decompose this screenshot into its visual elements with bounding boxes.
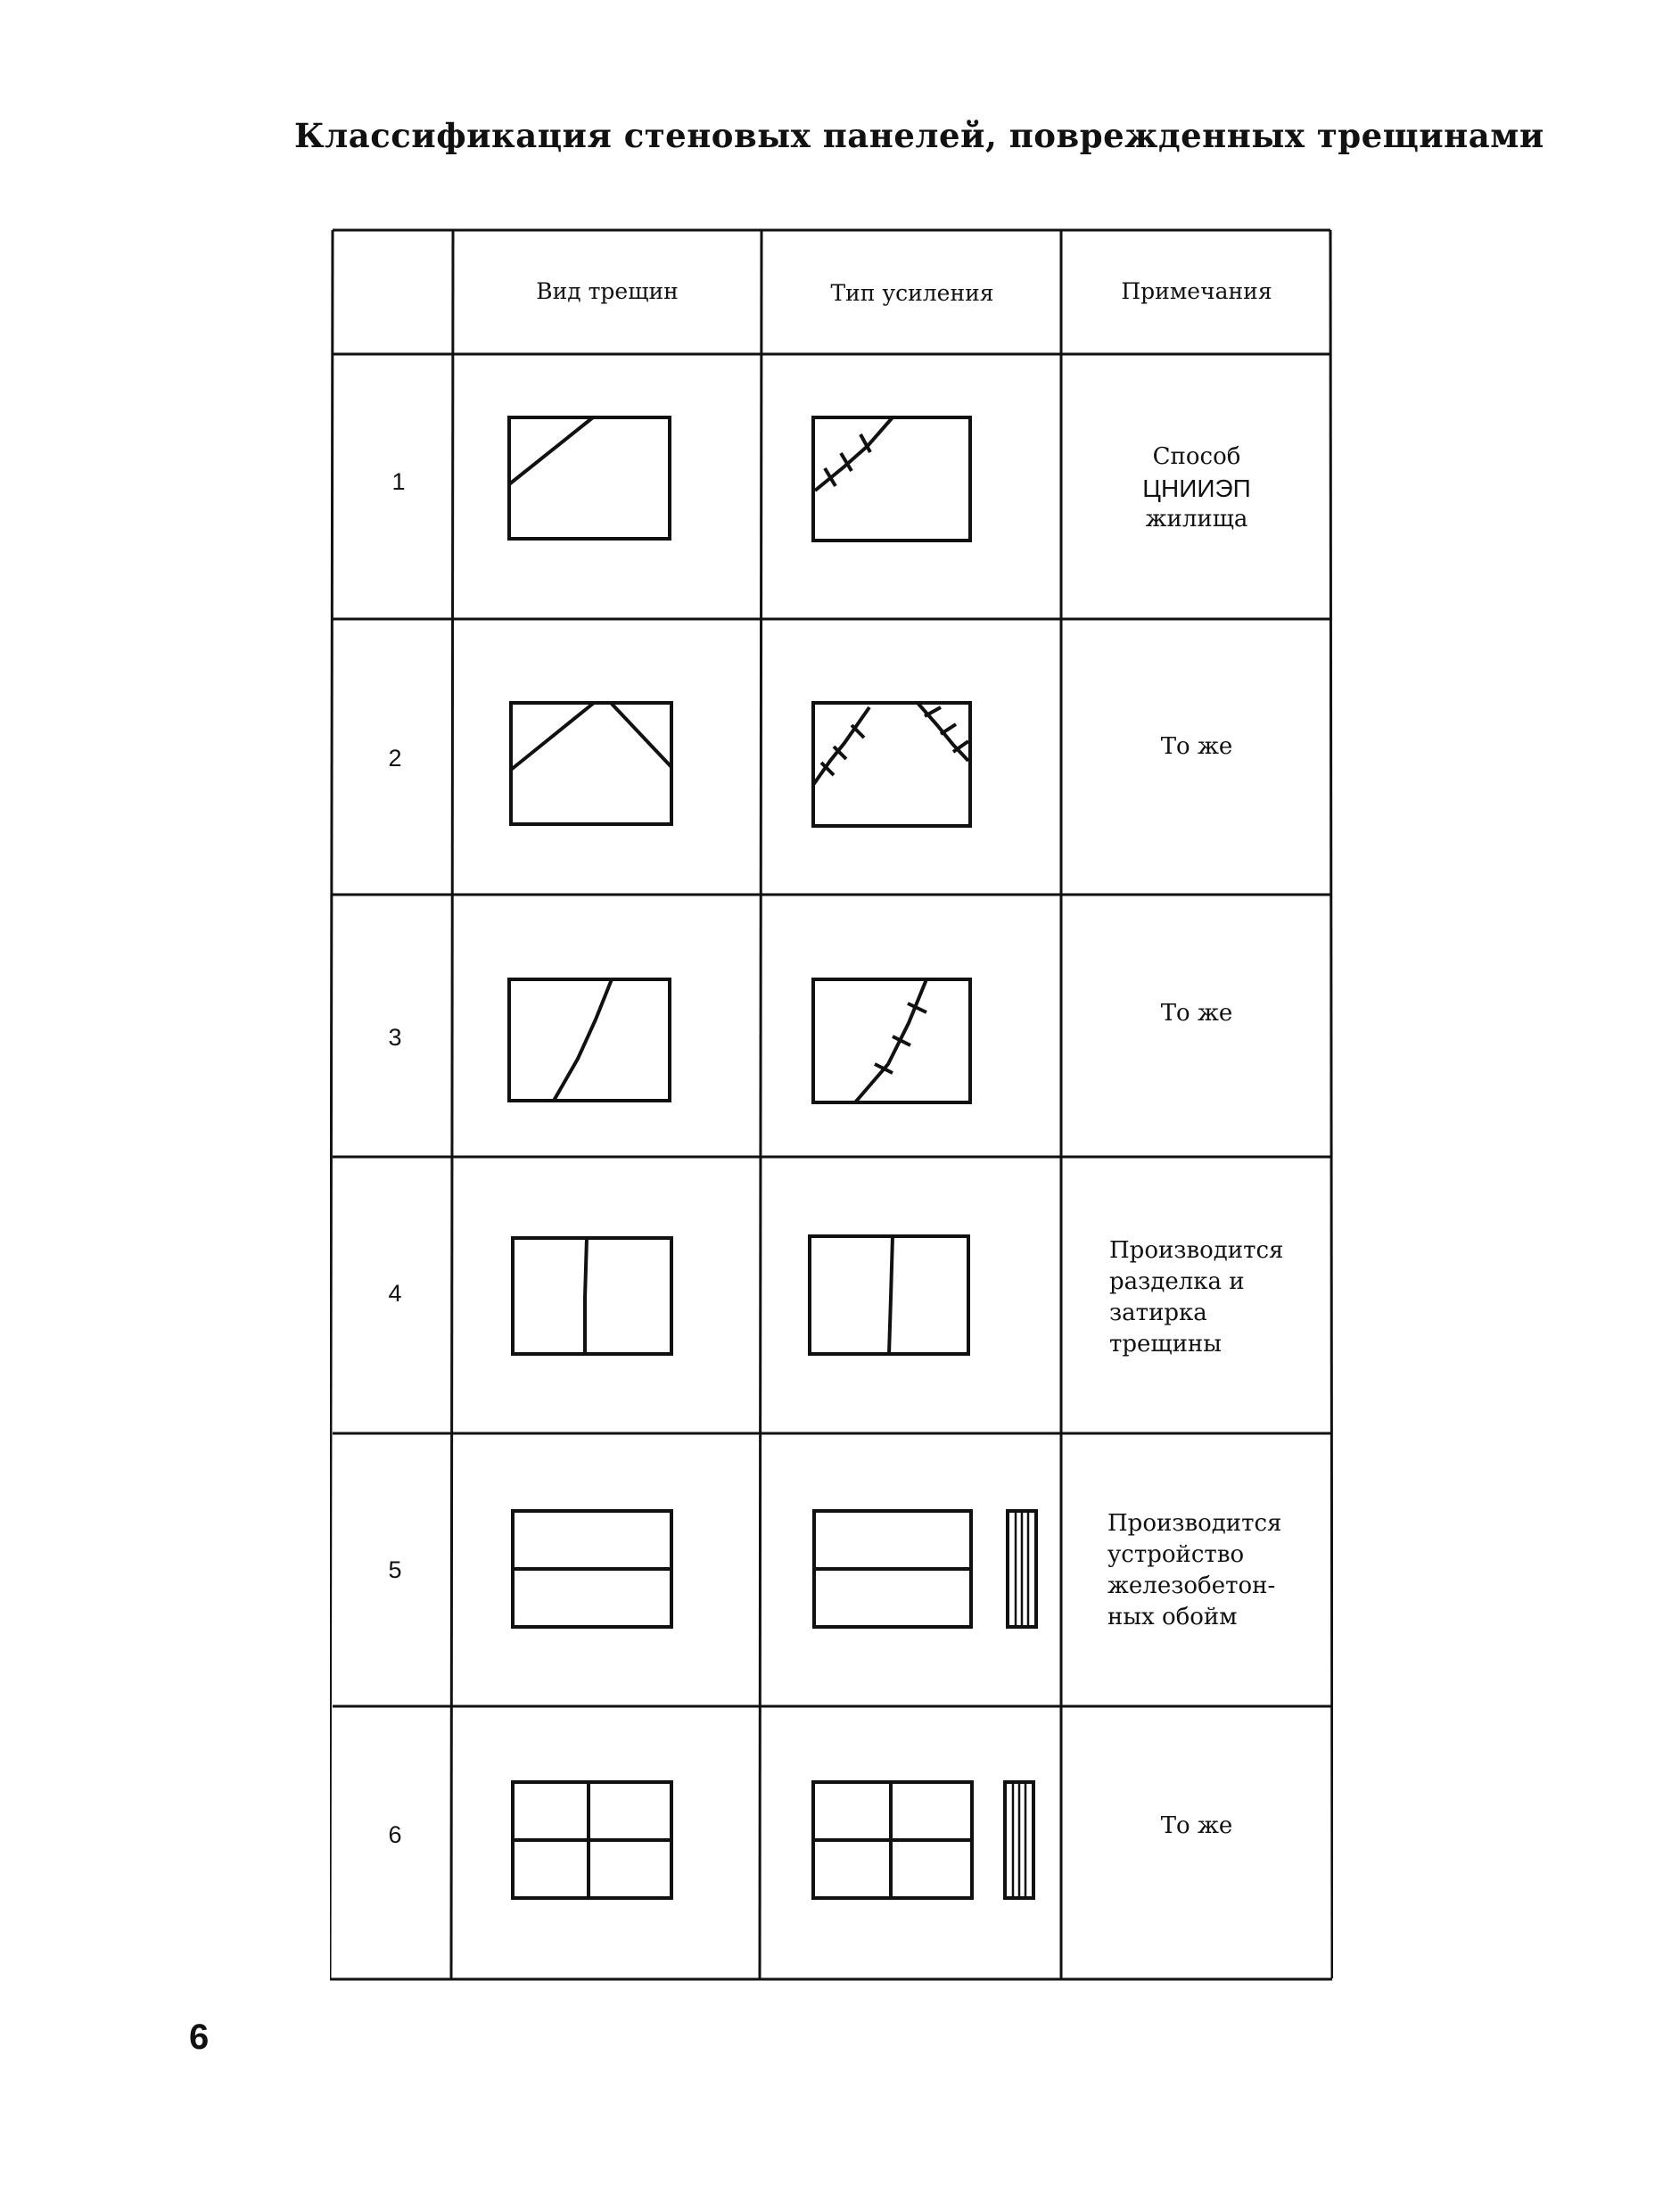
note-row-2: То же — [1160, 733, 1233, 760]
header-crack-type: Вид трещин — [536, 278, 679, 304]
stapled-steep-diagonal-crack-icon — [811, 977, 980, 1110]
page-title: Классификация стеновых панелей, поврежденных трещинами — [294, 116, 1544, 155]
vertical-crack-icon — [510, 1235, 679, 1369]
diagonal-corner-crack-icon — [506, 415, 676, 549]
row-number: 3 — [388, 1024, 402, 1051]
note-row-4: Производится разделка и затирка трещины — [1109, 1237, 1284, 1358]
note-row-5: Производится устройство железобетон- ных обойм — [1107, 1510, 1282, 1630]
row-number: 1 — [391, 468, 406, 495]
row-number: 5 — [388, 1556, 402, 1583]
header-notes: Примечания — [1121, 278, 1272, 304]
cross-crack-jacket-icon — [811, 1779, 1042, 1913]
note-row-3: То же — [1160, 1000, 1233, 1027]
note-row-6: То же — [1160, 1812, 1233, 1839]
stapled-two-corner-cracks-icon — [811, 700, 980, 834]
header-reinforcement-type: Тип усиления — [830, 280, 994, 306]
vertical-crack-filled-icon — [807, 1234, 976, 1367]
horizontal-crack-jacket-icon — [811, 1508, 1043, 1642]
two-corner-cracks-icon — [508, 700, 678, 834]
steep-diagonal-crack-icon — [506, 977, 676, 1110]
horizontal-crack-icon — [510, 1508, 679, 1642]
row-number: 2 — [388, 745, 402, 772]
classification-table — [330, 227, 1333, 1982]
stapled-diagonal-crack-icon — [811, 415, 980, 549]
note-row-1: Способ ЦНИИЭП жилища — [1142, 443, 1251, 532]
row-number: 6 — [388, 1821, 402, 1848]
page-number: 6 — [189, 2018, 210, 2057]
cross-crack-icon — [510, 1779, 679, 1913]
row-number: 4 — [388, 1280, 402, 1307]
